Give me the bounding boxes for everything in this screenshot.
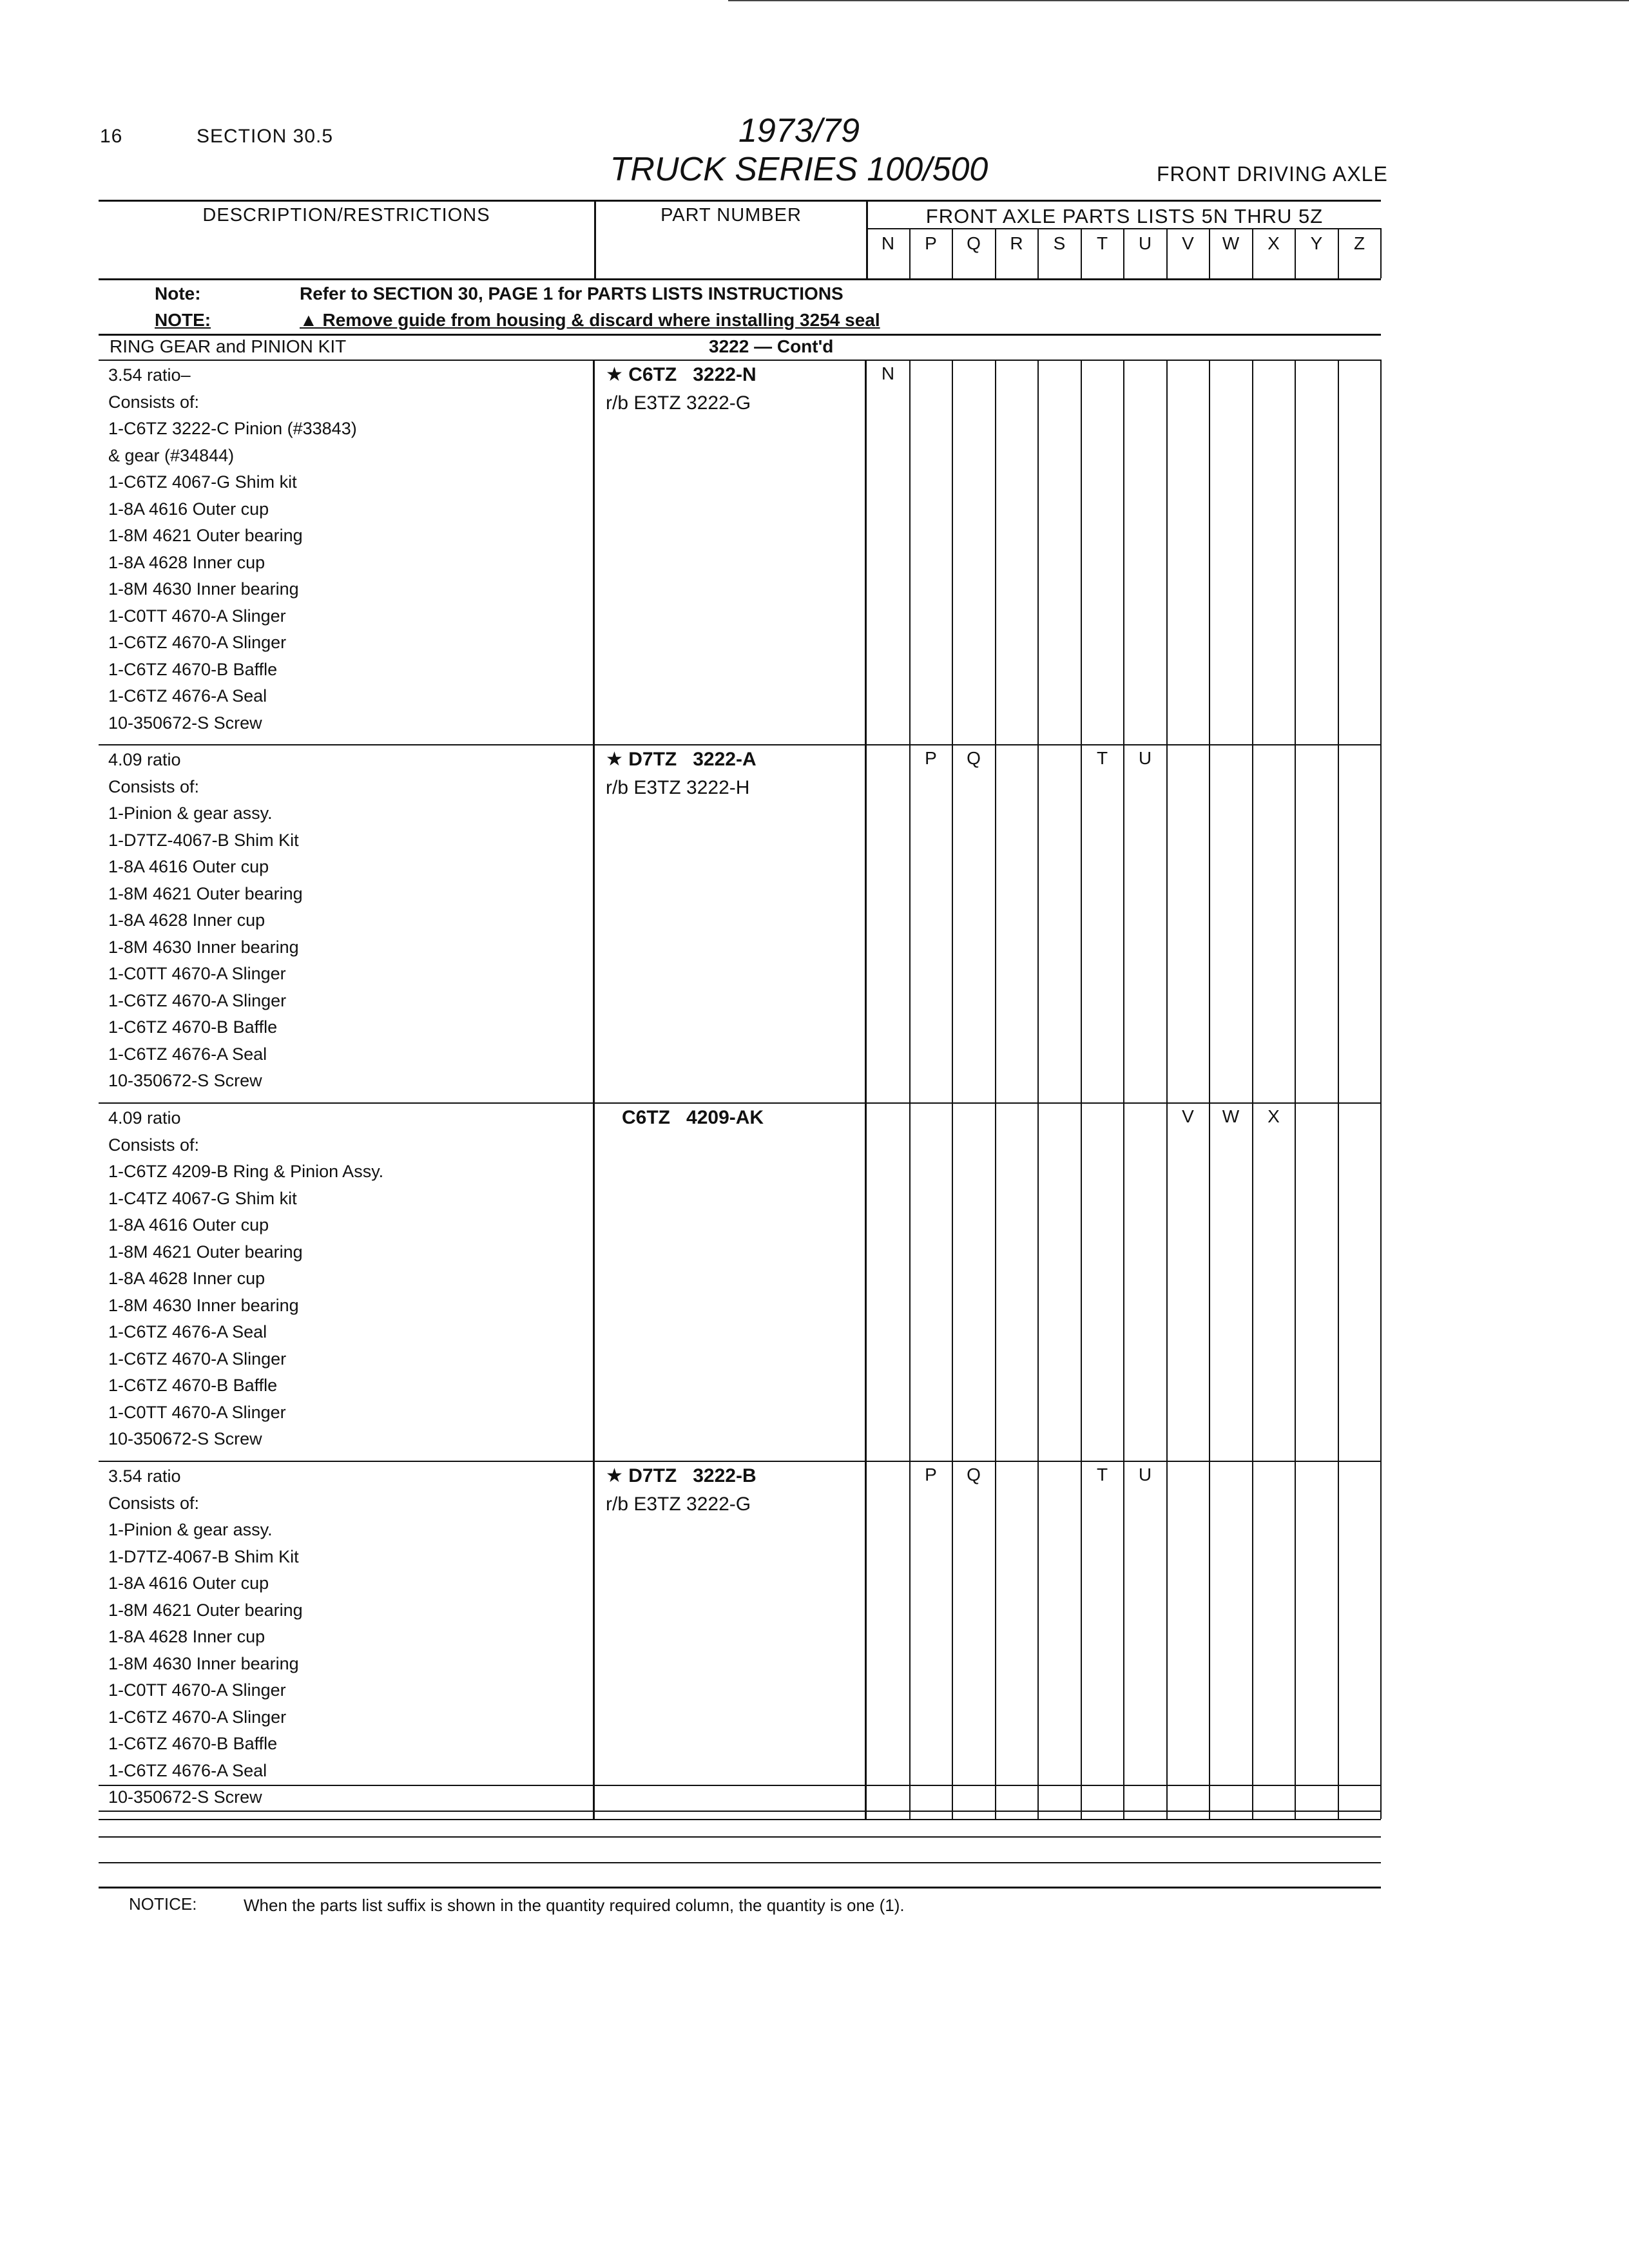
list-column-divider [1380, 1102, 1382, 1461]
column-header-w: W [1222, 233, 1240, 253]
applicability-mark-q: Q [967, 748, 981, 768]
applicability-mark-x: X [1268, 1106, 1280, 1126]
description-line: Consists of: [108, 392, 200, 412]
description-line: 1-C0TT 4670-A Slinger [108, 1402, 286, 1422]
description-line: 1-D7TZ-4067-B Shim Kit [108, 830, 299, 850]
list-column-divider [909, 1102, 911, 1461]
column-header-divider [1166, 228, 1168, 278]
column-header-q: Q [967, 233, 981, 253]
entry-part-number [606, 745, 757, 802]
body-column-divider [865, 1102, 867, 1461]
list-column-divider [1295, 1461, 1296, 1819]
column-header-z: Z [1353, 233, 1365, 253]
group-code: 3222 — Cont'd [709, 336, 834, 356]
list-column-divider [1123, 360, 1124, 744]
description-line: 1-8M 4630 Inner bearing [108, 579, 299, 599]
subject-title: FRONT DRIVING AXLE [1157, 162, 1388, 186]
description-line: 1-C0TT 4670-A Slinger [108, 964, 286, 983]
description-line: 1-C6TZ 4670-A Slinger [108, 1349, 287, 1369]
description-line: 1-C0TT 4670-A Slinger [108, 1680, 286, 1700]
description-line: 1-C6TZ 4209-B Ring & Pinion Assy. [108, 1162, 384, 1181]
list-column-divider [1081, 360, 1082, 744]
applicability-mark-n: N [881, 363, 895, 383]
list-column-divider [1037, 1461, 1039, 1819]
description-line: 3.54 ratio– [108, 365, 191, 385]
description-line: 1-8A 4616 Outer cup [108, 857, 269, 876]
description-line: 1-C6TZ 4670-B Baffle [108, 659, 278, 679]
list-column-divider [1166, 360, 1168, 744]
list-column-divider [1252, 1461, 1253, 1819]
list-column-divider [1081, 744, 1082, 1102]
body-column-divider [593, 744, 595, 1102]
list-column-divider [995, 744, 996, 1102]
column-header-s: S [1053, 233, 1066, 253]
description-line: Consists of: [108, 1135, 200, 1155]
description-line: 1-8M 4621 Outer bearing [108, 526, 303, 545]
applicability-mark-q: Q [967, 1465, 981, 1485]
notice-text: When the parts list suffix is shown in the quantity required column, the quantity is one (1). [244, 1896, 905, 1915]
list-column-divider [952, 360, 953, 744]
list-column-divider [1166, 744, 1168, 1102]
description-line: 1-C6TZ 4670-B Baffle [108, 1734, 278, 1753]
applicability-mark-u: U [1138, 748, 1152, 768]
description-line: Consists of: [108, 1493, 200, 1513]
column-header-divider [952, 228, 953, 278]
column-header-t: T [1096, 233, 1108, 253]
description-line: 10-350672-S Screw [108, 713, 262, 733]
body-column-divider [593, 1102, 595, 1461]
column-header-divider [909, 228, 911, 278]
description-line: 1-C6TZ 4670-B Baffle [108, 1017, 278, 1037]
description-line: 1-C4TZ 4067-G Shim kit [108, 1188, 297, 1208]
applicability-mark-t: T [1096, 1465, 1108, 1485]
list-column-divider [1123, 1461, 1124, 1819]
description-line: Consists of: [108, 776, 200, 796]
list-column-divider [1209, 744, 1210, 1102]
description-line: 1-Pinion & gear assy. [108, 803, 273, 823]
description-column-header: DESCRIPTION/RESTRICTIONS [202, 205, 490, 226]
column-header-divider [1081, 228, 1082, 278]
description-line: 1-8A 4616 Outer cup [108, 499, 269, 519]
column-header-divider [1338, 228, 1339, 278]
description-line: 1-8M 4621 Outer bearing [108, 883, 303, 903]
list-column-divider [1338, 744, 1339, 1102]
description-line: 3.54 ratio [108, 1466, 181, 1486]
header-top-rule [99, 200, 1381, 202]
part-number: ★ D7TZ 3222-A [606, 749, 757, 770]
list-column-divider [909, 360, 911, 744]
body-column-divider [593, 1461, 595, 1819]
body-column-divider [865, 360, 867, 744]
column-header-divider [1209, 228, 1210, 278]
entry-description [108, 747, 303, 1095]
description-line: 1-C6TZ 4067-G Shim kit [108, 472, 297, 492]
list-column-divider [995, 360, 996, 744]
part-number: C6TZ 4209-AK [606, 1107, 764, 1128]
column-header-divider [1252, 228, 1253, 278]
entry-part-number [606, 1462, 757, 1519]
description-line: 1-C6TZ 4670-A Slinger [108, 633, 287, 652]
list-column-divider [952, 1461, 953, 1819]
section-label: SECTION 30.5 [197, 126, 334, 147]
description-line: 1-C6TZ 4676-A Seal [108, 1760, 267, 1780]
entry-description [108, 362, 357, 736]
blank-rule-1 [99, 1785, 1381, 1786]
list-column-divider [1166, 1461, 1168, 1819]
description-line: 4.09 ratio [108, 1108, 181, 1128]
column-header-r: R [1010, 233, 1023, 253]
list-column-divider [1209, 360, 1210, 744]
description-line: 1-8M 4630 Inner bearing [108, 937, 299, 957]
list-column-divider [1252, 360, 1253, 744]
column-header-divider [1037, 228, 1039, 278]
applicability-mark-p: P [925, 748, 937, 768]
description-line: 1-Pinion & gear assy. [108, 1520, 273, 1539]
blank-rule-4 [99, 1862, 1381, 1863]
list-column-divider [909, 744, 911, 1102]
list-column-divider [1295, 1102, 1296, 1461]
page-number: 16 [100, 126, 123, 147]
description-line: 1-C6TZ 4676-A Seal [108, 1044, 267, 1064]
header-bottom-rule [99, 278, 1381, 280]
note-label: Note: [155, 284, 201, 303]
part-number-column-header: PART NUMBER [660, 205, 802, 226]
list-column-divider [1338, 1102, 1339, 1461]
applicability-mark-u: U [1138, 1465, 1152, 1485]
body-column-divider [865, 744, 867, 1102]
note2-label: NOTE: [155, 310, 211, 330]
list-column-divider [995, 1102, 996, 1461]
column-header-y: Y [1310, 233, 1323, 253]
entry-part-number [606, 361, 757, 418]
list-column-divider [1252, 744, 1253, 1102]
column-header-n: N [881, 233, 895, 253]
description-line: 1-D7TZ-4067-B Shim Kit [108, 1546, 299, 1566]
notice-rule [99, 1887, 1381, 1888]
note2-text: ▲ Remove guide from housing & discard where installing 3254 seal [300, 310, 880, 330]
blank-rule-3 [99, 1836, 1381, 1838]
description-line: 4.09 ratio [108, 750, 181, 769]
list-column-divider [1037, 1102, 1039, 1461]
description-line: 1-C0TT 4670-A Slinger [108, 606, 286, 626]
group-name: RING GEAR and PINION KIT [110, 336, 347, 356]
list-column-divider [1209, 1102, 1210, 1461]
replaced-by-part: r/b E3TZ 3222-H [606, 777, 750, 798]
description-line: 1-C6TZ 4670-A Slinger [108, 990, 287, 1010]
list-column-divider [1380, 360, 1382, 744]
notice-label: NOTICE: [129, 1894, 197, 1914]
list-column-divider [1166, 1102, 1168, 1461]
list-column-divider [1295, 744, 1296, 1102]
column-header-x: X [1268, 233, 1280, 253]
applicability-mark-w: W [1222, 1106, 1240, 1126]
list-column-divider [952, 744, 953, 1102]
list-column-divider [1037, 360, 1039, 744]
notes-rule [99, 334, 1381, 336]
applicability-mark-t: T [1096, 748, 1108, 768]
part-number: ★ D7TZ 3222-B [606, 1465, 757, 1486]
list-column-divider [1295, 360, 1296, 744]
list-column-divider [1081, 1461, 1082, 1819]
part-number: ★ C6TZ 3222-N [606, 364, 757, 385]
list-column-divider [1123, 744, 1124, 1102]
description-line: 1-8A 4616 Outer cup [108, 1215, 269, 1235]
description-line: 1-8M 4621 Outer bearing [108, 1242, 303, 1262]
blank-rule-2 [99, 1811, 1381, 1812]
description-line: 1-8M 4630 Inner bearing [108, 1295, 299, 1315]
description-line: 10-350672-S Screw [108, 1787, 262, 1807]
list-column-divider [1209, 1461, 1210, 1819]
column-header-divider [1380, 228, 1382, 278]
list-column-divider [1338, 1461, 1339, 1819]
list-column-divider [1081, 1102, 1082, 1461]
list-column-divider [995, 1461, 996, 1819]
description-line: 1-C6TZ 4670-B Baffle [108, 1376, 278, 1395]
scan-top-edge [728, 0, 1629, 1]
description-line: & gear (#34844) [108, 445, 235, 465]
year-title: 1973/79 [738, 112, 860, 149]
list-column-divider [1380, 1461, 1382, 1819]
entry-description [108, 1463, 303, 1811]
description-line: 1-8A 4628 Inner cup [108, 552, 265, 572]
note-text: Refer to SECTION 30, PAGE 1 for PARTS LISTS INSTRUCTIONS [300, 284, 843, 303]
column-header-u: U [1138, 233, 1152, 253]
description-line: 1-8A 4628 Inner cup [108, 1269, 265, 1288]
list-column-divider [1037, 744, 1039, 1102]
description-line: 10-350672-S Screw [108, 1071, 262, 1090]
entry-separator [99, 1819, 1381, 1820]
body-column-divider [865, 1461, 867, 1819]
entry-part-number [606, 1104, 764, 1132]
column-header-p: P [925, 233, 937, 253]
description-line: 1-8M 4621 Outer bearing [108, 1600, 303, 1620]
list-column-divider [1123, 1102, 1124, 1461]
applicability-mark-p: P [925, 1465, 937, 1485]
description-line: 1-8M 4630 Inner bearing [108, 1653, 299, 1673]
description-line: 1-C6TZ 4676-A Seal [108, 686, 267, 706]
list-column-divider [952, 1102, 953, 1461]
replaced-by-part: r/b E3TZ 3222-G [606, 1494, 751, 1515]
applicability-mark-v: V [1182, 1106, 1194, 1126]
list-column-divider [1338, 360, 1339, 744]
description-line: 1-8A 4616 Outer cup [108, 1573, 269, 1593]
replaced-by-part: r/b E3TZ 3222-G [606, 392, 751, 414]
list-column-divider [1380, 744, 1382, 1102]
column-header-v: V [1182, 233, 1194, 253]
description-line: 1-8A 4628 Inner cup [108, 910, 265, 930]
entry-description [108, 1105, 383, 1453]
description-line: 1-C6TZ 4670-A Slinger [108, 1707, 287, 1727]
list-column-divider [909, 1461, 911, 1819]
list-column-divider [1252, 1102, 1253, 1461]
column-header-divider [1123, 228, 1124, 278]
series-title: TRUCK SERIES 100/500 [610, 151, 988, 188]
description-line: 1-C6TZ 3222-C Pinion (#33843) [108, 419, 357, 438]
description-line: 10-350672-S Screw [108, 1429, 262, 1448]
parts-lists-header: FRONT AXLE PARTS LISTS 5N THRU 5Z [925, 205, 1324, 227]
description-line: 1-C6TZ 4676-A Seal [108, 1322, 267, 1341]
description-line: 1-8A 4628 Inner cup [108, 1627, 265, 1646]
column-header-divider [1295, 228, 1296, 278]
column-header-divider [995, 228, 996, 278]
body-column-divider [593, 360, 595, 744]
